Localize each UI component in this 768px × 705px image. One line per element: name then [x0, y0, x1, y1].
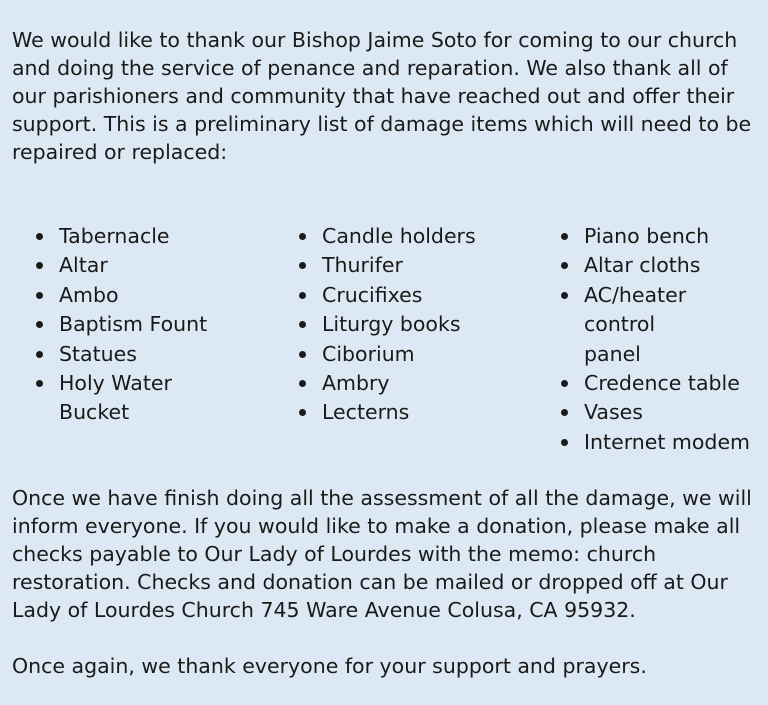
list-item: Crucifixes — [297, 281, 527, 310]
list-item: Holy Water Bucket — [34, 369, 179, 428]
damage-list-column-1 — [34, 222, 264, 428]
damage-list-column-3 — [559, 222, 764, 457]
list-item: Piano bench — [559, 222, 764, 251]
list-item: Credence table — [559, 369, 764, 398]
intro-paragraph: We would like to thank our Bishop Jaime Soto for coming to our church and doing the service of penance and reparation. We also thank all of our parishioners and community that have reached out and offer their support. This is a preliminary list of damage items which will need to be repaired or replaced: — [12, 28, 752, 164]
list-item: Ambo — [34, 281, 264, 310]
list-item: Altar — [34, 251, 264, 280]
list-item: Lecterns — [297, 398, 527, 427]
list-item: Internet modem — [559, 428, 764, 457]
damage-list — [0, 222, 768, 454]
list-item: Baptism Fount — [34, 310, 264, 339]
list-item: Candle holders — [297, 222, 527, 251]
list-item: Liturgy books — [297, 310, 527, 339]
list-item: Altar cloths — [559, 251, 764, 280]
list-item: Vases — [559, 398, 764, 427]
list-item: Thurifer — [297, 251, 527, 280]
damage-list-column-2 — [297, 222, 527, 428]
list-item: AC/heater control panel — [559, 281, 714, 369]
list-item: Ciborium — [297, 340, 527, 369]
list-item: Tabernacle — [34, 222, 264, 251]
closing-paragraph: Once we have finish doing all the assessment of all the damage, we will inform everyone. If you would like to make a donation, please make all checks payable to Our Lady of Lourdes with the memo: church restoration. Checks and donation can be mailed or dropped off at Our Lady of Lourdes Church 745 Ware Avenue Colusa, CA 95932. — [12, 486, 752, 622]
list-item: Ambry — [297, 369, 527, 398]
thanks-paragraph: Once again, we thank everyone for your support and prayers. — [12, 654, 647, 678]
list-item: Statues — [34, 340, 264, 369]
